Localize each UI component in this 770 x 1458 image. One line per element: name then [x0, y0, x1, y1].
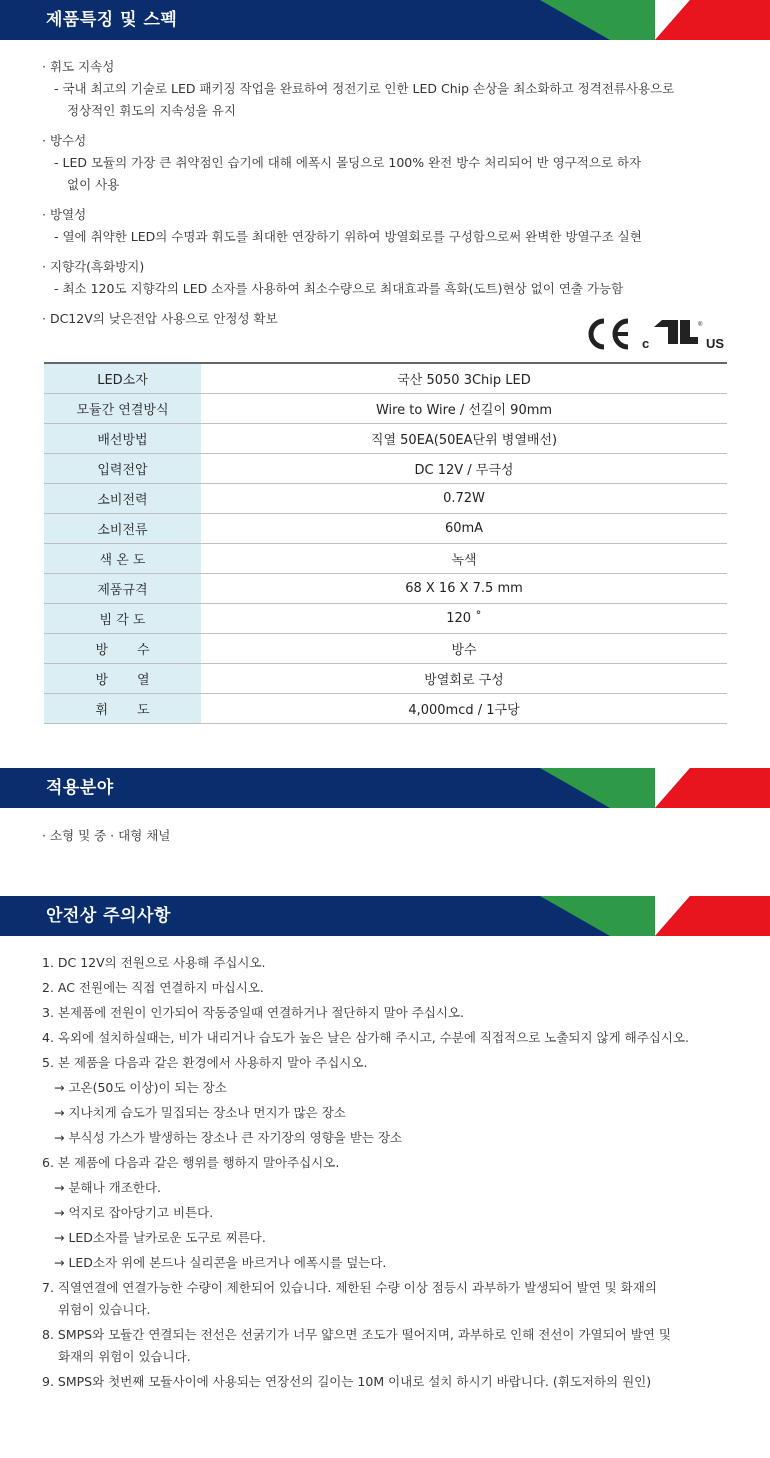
header-decoration-icon: [540, 0, 770, 40]
caution-text-line: 5. 본 제품을 다음과 같은 환경에서 사용하지 말아 주십시오.: [42, 1055, 368, 1070]
ul-us-text: US: [706, 336, 725, 351]
spec-label: 소비전류: [44, 514, 201, 544]
spec-label: 색 온 도: [44, 544, 201, 574]
spec-row: [44, 424, 727, 454]
caution-item: [42, 977, 742, 999]
caution-text-line: 1. DC 12V의 전원으로 사용해 주십시오.: [42, 955, 266, 970]
feature-heading: · 방수성: [42, 133, 87, 148]
spec-value: 120 ˚: [201, 604, 727, 634]
caution-sub-item: → 고온(50도 이상)이 되는 장소: [54, 1080, 227, 1095]
certification-marks: [582, 317, 728, 351]
spec-row: [44, 664, 727, 694]
spec-row: [44, 514, 727, 544]
spec-value: 0.72W: [201, 484, 727, 514]
spec-row: [44, 454, 727, 484]
caution-text-line: 위험이 있습니다.: [58, 1302, 151, 1317]
spec-value: 방수: [201, 634, 727, 664]
spec-label: 소비전력: [44, 484, 201, 514]
caution-item: [42, 1277, 742, 1321]
safety-section-header: [0, 896, 770, 936]
feature-list: [42, 56, 742, 338]
caution-sub-item: → 지나치게 습도가 밀집되는 장소나 먼지가 많은 장소: [54, 1105, 346, 1120]
spec-row: [44, 694, 727, 724]
caution-sub-item: → LED소자를 날카로운 도구로 찌른다.: [54, 1230, 266, 1245]
caution-list: [42, 952, 742, 1396]
caution-text-line: 화재의 위험이 있습니다.: [58, 1349, 191, 1364]
spec-label: 제품규격: [44, 574, 201, 604]
feature-item: [42, 56, 742, 122]
feature-description: [42, 78, 742, 122]
caution-text-line: 3. 본제품에 전원이 인가되어 작동중일때 연결하거나 절단하지 말아 주십시오.: [42, 1005, 465, 1020]
spec-label: LED소자: [44, 363, 201, 394]
caution-item: [42, 1371, 742, 1393]
caution-item: [42, 1152, 742, 1274]
spec-table: [44, 362, 727, 724]
spec-value: 방열회로 구성: [201, 664, 727, 694]
spec-value: 60mA: [201, 514, 727, 544]
spec-label: 방 수: [44, 634, 201, 664]
application-item: · 소형 및 중 · 대형 채널: [42, 828, 171, 843]
feature-heading: · 휘도 지속성: [42, 59, 115, 74]
green-stripe: [540, 0, 655, 40]
spec-row: [44, 634, 727, 664]
caution-sub-item: → 부식성 가스가 발생하는 장소나 큰 자기장의 영향을 받는 장소: [54, 1130, 403, 1145]
feature-description: [42, 278, 742, 300]
feature-description-line: 없이 사용: [67, 177, 120, 192]
features-section-header: [0, 0, 770, 40]
feature-description-line: 정상적인 휘도의 지속성을 유지: [67, 103, 236, 118]
feature-heading: · 지향각(흑화방지): [42, 259, 145, 274]
spec-label: 방 열: [44, 664, 201, 694]
caution-item: [42, 952, 742, 974]
caution-item: [42, 1052, 742, 1149]
spec-value: 4,000mcd / 1구당: [201, 694, 727, 724]
caution-item: [42, 1324, 742, 1368]
caution-text-line: 2. AC 전원에는 직접 연결하지 마십시오.: [42, 980, 264, 995]
spec-label: 입력전압: [44, 454, 201, 484]
spec-label: 모듈간 연결방식: [44, 394, 201, 424]
spec-row: [44, 604, 727, 634]
feature-item: [42, 204, 742, 248]
feature-description: [42, 152, 742, 196]
application-section-title: 적용분야: [46, 778, 114, 798]
caution-text-line: 7. 직열연결에 연결가능한 수량이 제한되어 있습니다. 제한된 수량 이상 점등시 과부하가 발생되어 발연 및 화재의: [42, 1280, 657, 1295]
header-decoration-icon: [540, 768, 770, 808]
spec-row: [44, 484, 727, 514]
application-list: [42, 825, 170, 847]
spec-label: 휘 도: [44, 694, 201, 724]
ce-mark-icon: [591, 321, 628, 347]
caution-item: [42, 1002, 742, 1024]
application-section-header: [0, 768, 770, 808]
header-decoration-icon: [540, 896, 770, 936]
caution-sub-item: → 분해나 개조한다.: [54, 1180, 161, 1195]
spec-value: 68 X 16 X 7.5 mm: [201, 574, 727, 604]
spec-value: 직열 50EA(50EA단위 병열배선): [201, 424, 727, 454]
caution-item: [42, 1027, 742, 1049]
svg-text:®: ®: [698, 322, 703, 328]
features-section-title: 제품특징 및 스펙: [46, 10, 178, 30]
spec-row: [44, 544, 727, 574]
ul-c-text: c: [642, 336, 650, 351]
spec-label: 빔 각 도: [44, 604, 201, 634]
feature-description-line: - 국내 최고의 기술로 LED 패키징 작업을 완료하여 정전기로 인한 LED Chip 손상을 최소화하고 정격전류사용으로: [54, 81, 675, 96]
spec-label: 배선방법: [44, 424, 201, 454]
caution-text-line: 6. 본 제품에 다음과 같은 행위를 행하지 말아주십시오.: [42, 1155, 340, 1170]
spec-value: Wire to Wire / 선길이 90mm: [201, 394, 727, 424]
spec-value: 국산 5050 3Chip LED: [201, 363, 727, 394]
safety-section-title: 안전상 주의사항: [46, 906, 171, 926]
caution-text-line: 9. SMPS와 첫번째 모듈사이에 사용되는 연장선의 길이는 10M 이내로 설치 하시기 바랍니다. (휘도저하의 원인): [42, 1374, 652, 1389]
spec-row: [44, 394, 727, 424]
feature-description: [42, 226, 742, 248]
feature-heading: · DC12V의 낮은전압 사용으로 안정성 확보: [42, 311, 278, 326]
feature-item: [42, 130, 742, 196]
spec-row: [44, 363, 727, 394]
spec-value: DC 12V / 무극성: [201, 454, 727, 484]
caution-text-line: 4. 옥외에 설치하실때는, 비가 내리거나 습도가 높은 날은 삼가해 주시고, 수분에 직접적으로 노출되지 않게 해주십시오.: [42, 1030, 690, 1045]
feature-item: [42, 256, 742, 300]
ul-mark-icon: [642, 320, 724, 351]
caution-sub-item: → 억지로 잡아당기고 비튼다.: [54, 1205, 214, 1220]
feature-description-line: - LED 모듈의 가장 큰 취약점인 습기에 대해 에폭시 몰딩으로 100% 완전 방수 처리되어 반 영구적으로 하자: [54, 155, 642, 170]
caution-sub-item: → LED소자 위에 본드나 실리콘을 바르거나 에폭시를 덮는다.: [54, 1255, 387, 1270]
feature-description-line: - 열에 취약한 LED의 수명과 휘도를 최대한 연장하기 위하여 방열회로를 구성함으로써 완벽한 방열구조 실현: [54, 229, 642, 244]
caution-text-line: 8. SMPS와 모듈간 연결되는 전선은 선굵기가 너무 얇으면 조도가 떨어지며, 과부하로 인해 전선이 가열되어 발연 및: [42, 1327, 671, 1342]
feature-description-line: - 최소 120도 지향각의 LED 소자를 사용하여 최소수량으로 최대효과를 흑화(도트)현상 없이 연출 가능함: [54, 281, 624, 296]
spec-value: 녹색: [201, 544, 727, 574]
spec-row: [44, 574, 727, 604]
feature-heading: · 방열성: [42, 207, 87, 222]
